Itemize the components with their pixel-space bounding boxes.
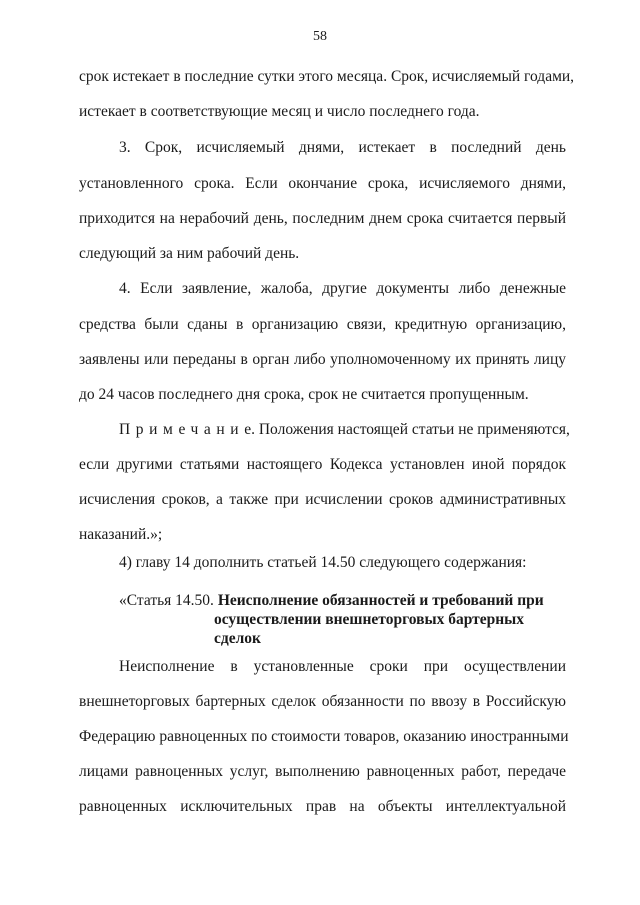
- text-line: заявлены или переданы в орган либо уполномоченному их принять лицу: [79, 351, 566, 368]
- text-line: установленного срока. Если окончание срока, исчисляемого днями,: [79, 175, 566, 192]
- text-line: следующий за ним рабочий день.: [79, 245, 300, 262]
- text-line: Неисполнение в установленные сроки при осуществлении: [119, 658, 566, 675]
- article-title: Неисполнение обязанностей и требований при: [217, 592, 544, 609]
- article-title-continued: осуществлении внешнеторговых бартерных: [214, 611, 525, 628]
- text-line: Федерацию равноценных по стоимости товаров, оказанию иностранными: [79, 728, 569, 745]
- text-line: наказаний.»;: [79, 526, 163, 543]
- text-line: истекает в соответствующие месяц и число последнего года.: [79, 103, 480, 120]
- text-line: 4. Если заявление, жалоба, другие документы либо денежные: [119, 280, 566, 297]
- text-line: лицами равноценных услуг, выполнению равноценных работ, передаче: [79, 763, 566, 780]
- text-line: если другими статьями настоящего Кодекса установлен иной порядок: [79, 456, 566, 473]
- text-line: до 24 часов последнего дня срока, срок не считается пропущенным.: [79, 386, 529, 403]
- text-line: внешнеторговых бартерных сделок обязанности по ввозу в Российскую: [79, 693, 566, 710]
- text-line: 4) главу 14 дополнить статьей 14.50 следующего содержания:: [119, 554, 527, 571]
- text-line: исчисления сроков, а также при исчислении сроков административных: [79, 491, 566, 508]
- text-line: 3. Срок, исчисляемый днями, истекает в последний день: [119, 139, 566, 156]
- article-number: «Статья 14.50.: [119, 592, 214, 609]
- note-label: Примечани: [119, 421, 245, 438]
- page-number: 58: [313, 29, 327, 44]
- note-line: [119, 420, 570, 440]
- text-line: приходится на нерабочий день, последним днем срока считается первый: [79, 210, 566, 227]
- article-title-continued: сделок: [214, 630, 261, 647]
- text-line: срок истекает в последние сутки этого месяца. Срок, исчисляемый годами,: [79, 68, 575, 85]
- text-line: равноценных исключительных прав на объекты интеллектуальной: [79, 798, 566, 815]
- note-text: е. Положения настоящей статьи не применяются,: [244, 421, 570, 438]
- text-line: средства были сданы в организацию связи, кредитную организацию,: [79, 316, 566, 333]
